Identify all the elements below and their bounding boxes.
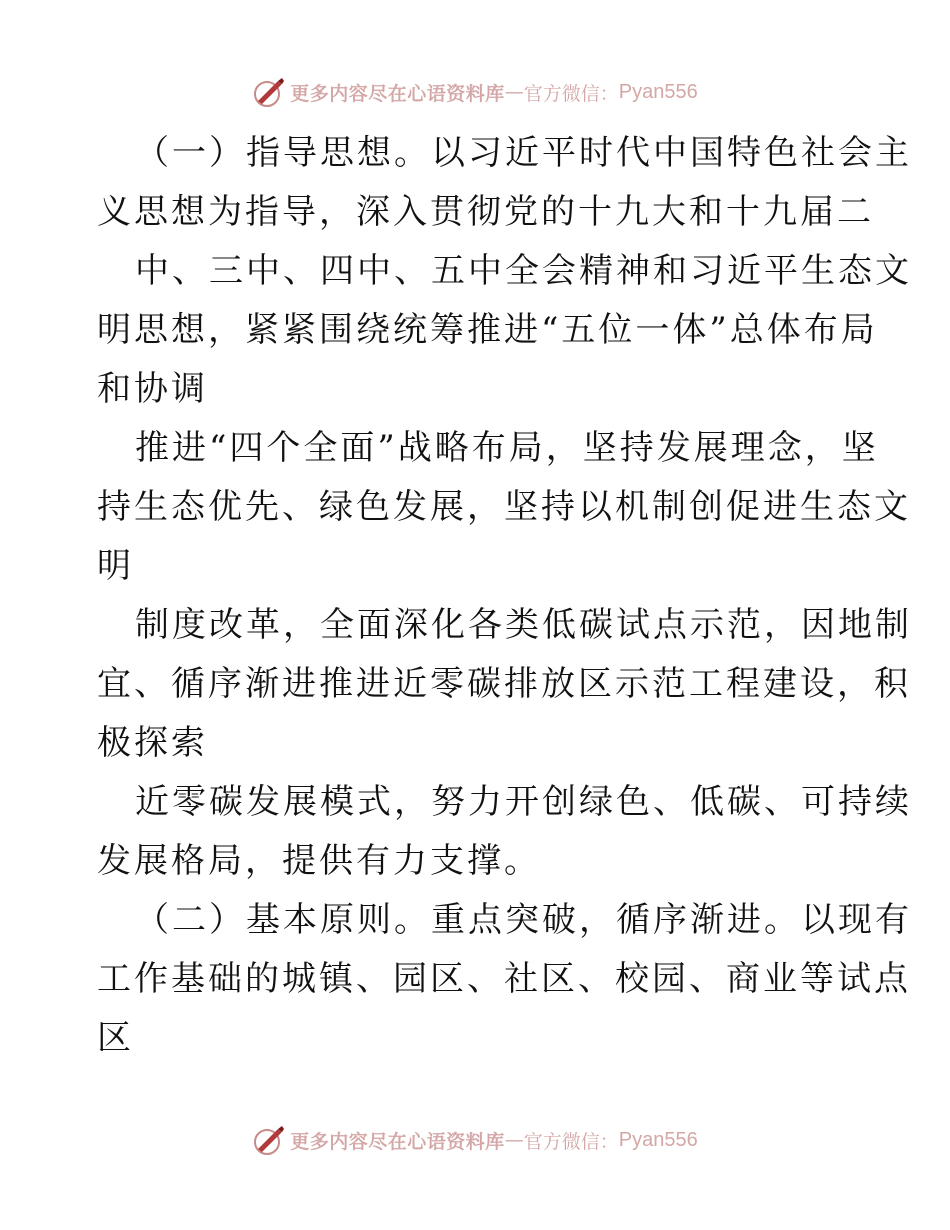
text-line: （二）基本原则。重点突破，循序渐进。以现有 bbox=[135, 900, 912, 940]
watermark-dash: — bbox=[504, 1129, 524, 1151]
watermark-wechat-label: 官方微信： bbox=[523, 82, 619, 105]
text-line: 宜、循序渐进推进近零碳排放区示范工程建设，积 bbox=[97, 664, 911, 704]
watermark-wechat-label: 官方微信： bbox=[523, 1130, 619, 1153]
text-line: 持生态优先、绿色发展，坚持以机制创促进生态文 bbox=[97, 487, 911, 527]
watermark-wechat-id: Pyan556 bbox=[618, 1128, 698, 1151]
text-line: 发展格局，提供有力支撑。 bbox=[97, 841, 541, 881]
footer-watermark bbox=[0, 1120, 950, 1160]
text-line: 义思想为指导，深入贯彻党的十九大和十九届二 bbox=[97, 192, 874, 232]
text-line: （一）指导思想。以习近平时代中国特色社会主 bbox=[135, 133, 912, 173]
header-watermark bbox=[0, 72, 950, 112]
watermark-site-text: 更多内容尽在心语资料库 bbox=[290, 82, 505, 105]
text-line: 工作基础的城镇、园区、社区、校园、商业等试点 bbox=[97, 959, 911, 999]
pen-logo-icon bbox=[252, 75, 286, 109]
watermark-site-text: 更多内容尽在心语资料库 bbox=[290, 1130, 505, 1153]
watermark-dash: — bbox=[504, 81, 524, 103]
text-line: 明思想，紧紧围绕统筹推进“五位一体”总体布局 bbox=[97, 310, 878, 350]
watermark-wechat-id: Pyan556 bbox=[618, 80, 698, 103]
pen-logo-icon bbox=[252, 1123, 286, 1157]
text-line: 制度改革，全面深化各类低碳试点示范，因地制 bbox=[135, 605, 912, 645]
text-line: 中、三中、四中、五中全会精神和习近平生态文 bbox=[135, 251, 912, 291]
text-line: 极探索 bbox=[97, 723, 208, 763]
document-body bbox=[97, 124, 912, 1068]
text-line: 近零碳发展模式，努力开创绿色、低碳、可持续 bbox=[135, 782, 912, 822]
text-line: 推进“四个全面”战略布局，坚持发展理念，坚 bbox=[135, 428, 879, 468]
text-line: 和协调 bbox=[97, 369, 208, 409]
text-line: 区 bbox=[97, 1018, 134, 1058]
text-line: 明 bbox=[97, 546, 134, 586]
